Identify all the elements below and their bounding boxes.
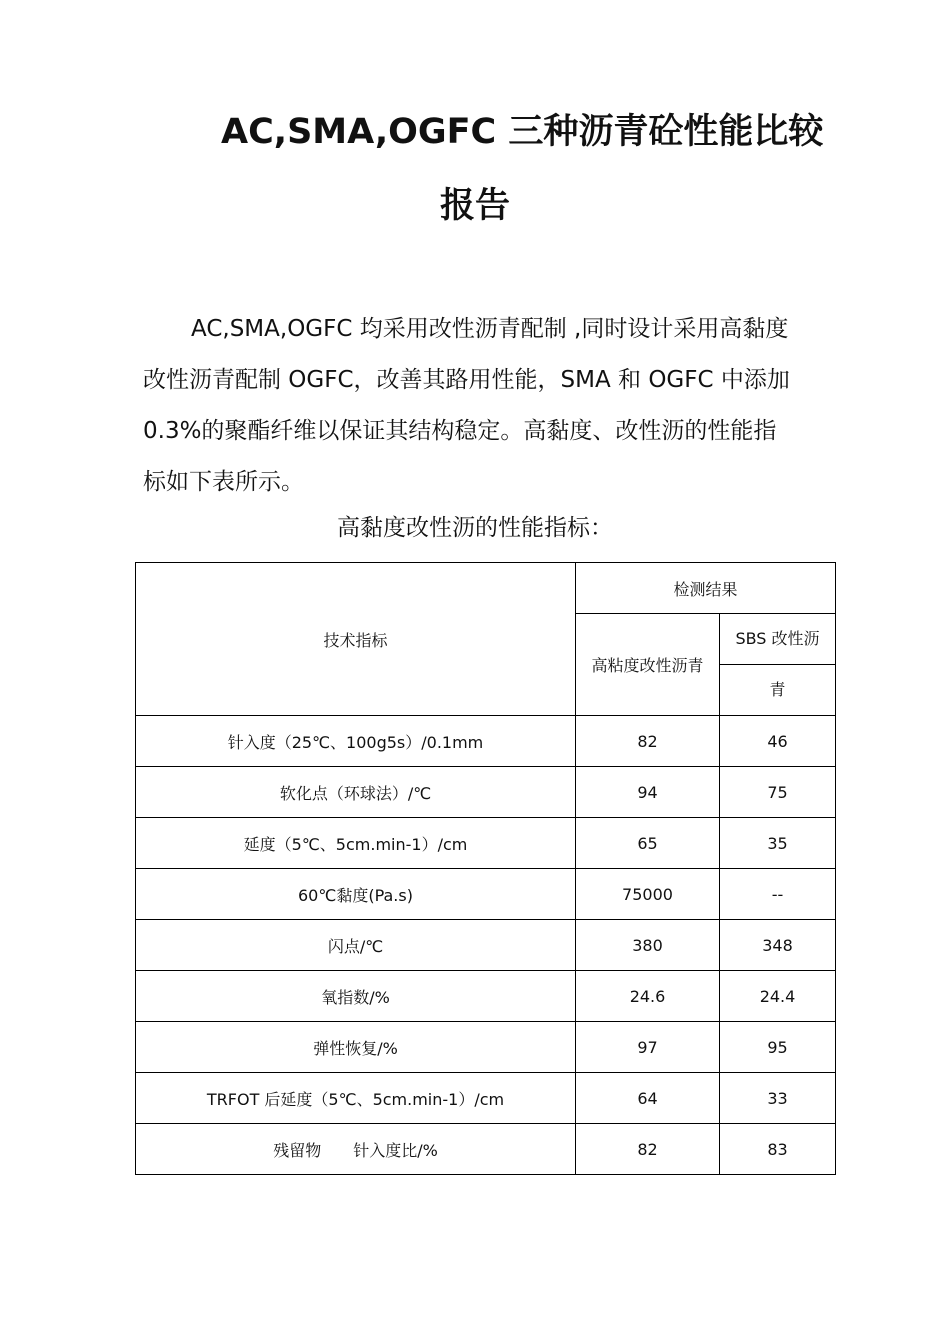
row-label: 延度（5℃、5cm.min-1）/cm	[136, 818, 576, 869]
header-high-viscosity: 高粘度改性沥青	[576, 614, 720, 716]
row-high-viscosity-value: 64	[576, 1073, 720, 1124]
row-sbs-value: 33	[720, 1073, 836, 1124]
row-label: 氧指数/%	[136, 971, 576, 1022]
row-high-viscosity-value: 82	[576, 1124, 720, 1175]
header-sbs-line1-text: SBS 改性沥	[735, 629, 820, 648]
row-high-viscosity-value: 65	[576, 818, 720, 869]
table-row	[136, 818, 836, 869]
table-row	[136, 767, 836, 818]
row-sbs-value: 95	[720, 1022, 836, 1073]
row-sbs-value: 348	[720, 920, 836, 971]
paragraph-line: 0.3%的聚酯纤维以保证其结构稳定。高黏度、改性沥的性能指	[143, 418, 777, 444]
row-sbs-value: 24.4	[720, 971, 836, 1022]
row-sbs-value: --	[720, 869, 836, 920]
header-sbs-line1	[720, 614, 836, 665]
row-high-viscosity-value: 94	[576, 767, 720, 818]
table-row	[136, 716, 836, 767]
performance-table	[135, 562, 836, 1175]
table-row	[136, 920, 836, 971]
header-sbs-line2	[720, 665, 836, 716]
row-sbs-value: 83	[720, 1124, 836, 1175]
table-row	[136, 869, 836, 920]
paragraph-line: AC,SMA,OGFC 均采用改性沥青配制 ,同时设计采用高黏度	[191, 316, 789, 342]
row-high-viscosity-value: 380	[576, 920, 720, 971]
table-row	[136, 971, 836, 1022]
row-sbs-value: 46	[720, 716, 836, 767]
row-label: TRFOT 后延度（5℃、5cm.min-1）/cm	[136, 1073, 576, 1124]
header-sbs-line2-text: 青	[769, 680, 786, 699]
row-sbs-value: 35	[720, 818, 836, 869]
row-high-viscosity-value: 75000	[576, 869, 720, 920]
document-title-line1: AC,SMA,OGFC 三种沥青砼性能比较	[221, 112, 824, 152]
row-label: 弹性恢复/%	[136, 1022, 576, 1073]
paragraph-line: 标如下表所示。	[143, 469, 304, 495]
row-label: 残留物 针入度比/%	[136, 1124, 576, 1175]
paragraph-line: 改性沥青配制 OGFC，改善其路用性能，SMA 和 OGFC 中添加	[143, 367, 790, 393]
header-tech-index: 技术指标	[136, 563, 576, 716]
table-row	[136, 1124, 836, 1175]
row-sbs-value: 75	[720, 767, 836, 818]
row-high-viscosity-value: 97	[576, 1022, 720, 1073]
table-caption: 高黏度改性沥的性能指标：	[337, 515, 613, 541]
row-high-viscosity-value: 82	[576, 716, 720, 767]
header-test-results: 检测结果	[576, 563, 836, 614]
row-high-viscosity-value: 24.6	[576, 971, 720, 1022]
row-label: 60℃黏度(Pa.s)	[136, 869, 576, 920]
document-title-line2: 报告	[439, 186, 510, 226]
row-label: 软化点（环球法）/℃	[136, 767, 576, 818]
table-row	[136, 1022, 836, 1073]
table-row	[136, 1073, 836, 1124]
intro-paragraph	[143, 304, 811, 508]
row-label: 闪点/℃	[136, 920, 576, 971]
row-label: 针入度（25℃、100g5s）/0.1mm	[136, 716, 576, 767]
